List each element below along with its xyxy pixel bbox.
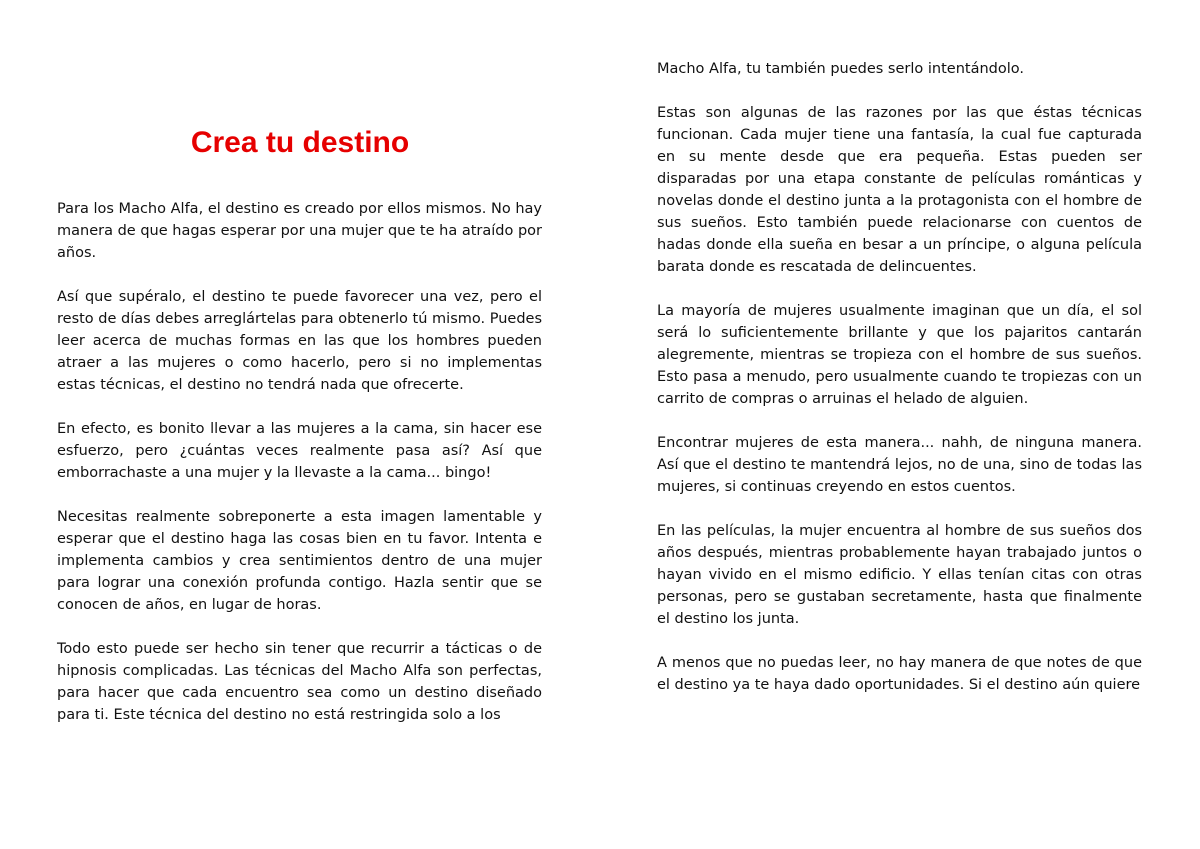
right-text-column <box>657 58 1142 696</box>
paragraph: Estas son algunas de las razones por las que éstas técnicas funcionan. Cada mujer tiene una fantasía, la cual fue capturada en su mente desde que era pequeña. Estas pueden ser disparadas por una etapa constante de películas románticas y novelas donde el destino junta a la protagonista con el hombre de sus sueños. Esto también puede relacionarse con cuentos de hadas donde ella sueña en besar a un príncipe, o alguna película barata donde es rescatada de delincuentes. <box>657 105 1142 275</box>
paragraph: Encontrar mujeres de esta manera... nahh, de ninguna manera. Así que el destino te mantendrá lejos, no de una, sino de todas las mujeres, si continuas creyendo en estos cuentos. <box>657 435 1142 495</box>
paragraph: Necesitas realmente sobreponerte a esta imagen lamentable y esperar que el destino haga las cosas bien en tu favor. Intenta e implementa cambios y crea sentimientos dentro de una mujer para lograr una conexión profunda contigo. Hazla sentir que se conocen de años, en lugar de horas. <box>57 509 542 613</box>
paragraph: Así que supéralo, el destino te puede favorecer una vez, pero el resto de días debes arreglártelas para obtenerlo tú mismo. Puedes leer acerca de muchas formas en las que los hombres pueden atraer a las mujeres o como hacerlo, pero si no implementas estas técnicas, el destino no tendrá nada que ofrecerte. <box>57 289 542 393</box>
page-title: Crea tu destino <box>190 126 410 159</box>
right-page <box>600 0 1200 849</box>
paragraph: La mayoría de mujeres usualmente imaginan que un día, el sol será lo suficientemente brillante y que los pajaritos cantarán alegremente, mientras se tropieza con el hombre de sus sueños. Esto pasa a menudo, pero usualmente cuando te tropiezas con un carrito de compras o arruinas el helado de alguien. <box>657 303 1142 407</box>
paragraph: En efecto, es bonito llevar a las mujeres a la cama, sin hacer ese esfuerzo, pero ¿cuántas veces realmente pasa así? Así que emborrachaste a una mujer y la llevaste a la cama... bingo! <box>57 421 542 481</box>
paragraph: A menos que no puedas leer, no hay manera de que notes de que el destino ya te haya dado oportunidades. Si el destino aún quiere <box>657 655 1142 693</box>
paragraph: Para los Macho Alfa, el destino es creado por ellos mismos. No hay manera de que hagas esperar por una mujer que te ha atraído por años. <box>57 201 542 261</box>
left-text-column <box>57 198 542 726</box>
paragraph: Todo esto puede ser hecho sin tener que recurrir a tácticas o de hipnosis complicadas. Las técnicas del Macho Alfa son perfectas, para hacer que cada encuentro sea como un destino diseñado para ti. Este técnica del destino no está restringida solo a los <box>57 641 542 723</box>
paragraph: Macho Alfa, tu también puedes serlo intentándolo. <box>657 61 1024 77</box>
paragraph: En las películas, la mujer encuentra al hombre de sus sueños dos años después, mientras probablemente hayan trabajado juntos o hayan vivido en el mismo edificio. Y ellas tenían citas con otras personas, pero se gustaban secretamente, hasta que finalmente el destino los junta. <box>657 523 1142 627</box>
